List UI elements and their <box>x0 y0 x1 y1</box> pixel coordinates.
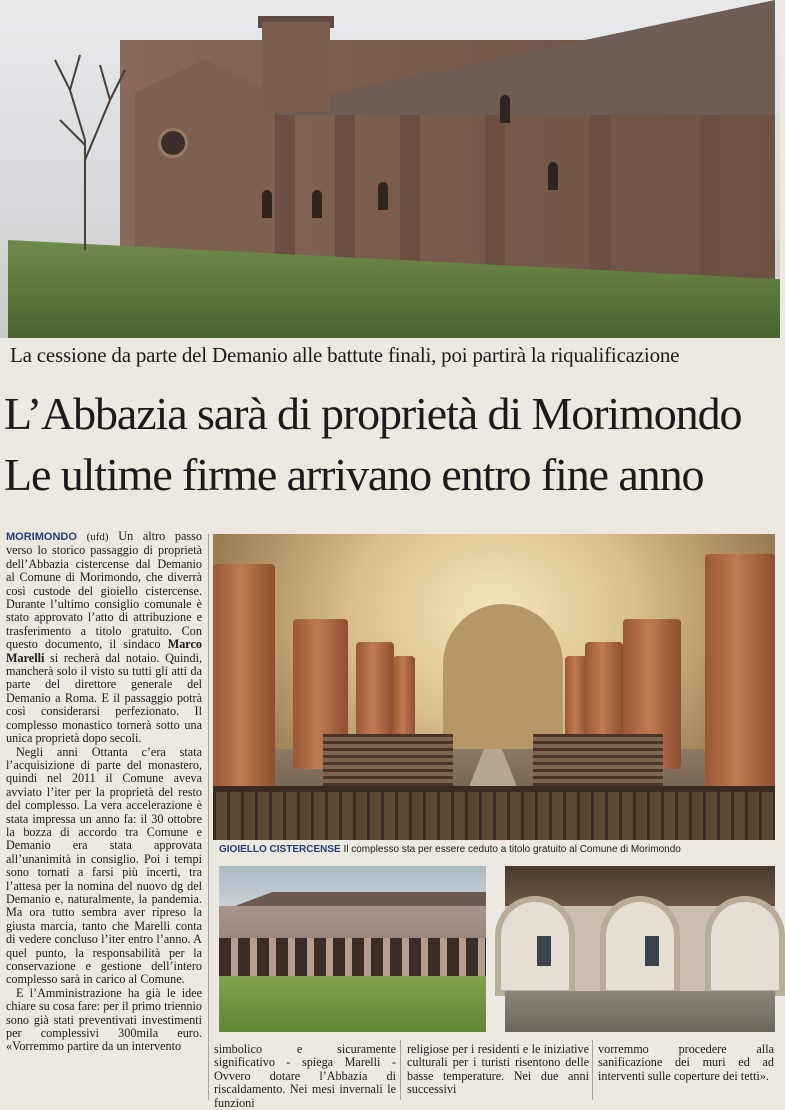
cloister-photo <box>219 866 486 1032</box>
caption-text: Il complesso sta per essere ceduto a titolo gratuito al Comune di Morimondo <box>340 844 681 855</box>
caption-title: GIOIELLO CISTERCENSE <box>219 844 341 855</box>
paragraph-2: Negli anni Ottanta c’era stata l’acquisizione di parte del monastero, quindi nel 2011 il Comune aveva avviato l’iter per la proprietà del resto del complesso. La vera accelerazione è stata impressa un anno fa: il 30 ottobre la bozza di accordo tra Comune e Demanio era stata approvata all’unanimità in consiglio. Poi i tempi sono tornati a farsi più incerti, tra l’attesa per la nomina del nuovo dg del Demanio e, naturalmente, la pandemia. Ma ora tutto sembra aver ripreso la giusta marcia, tanto che Marelli conta di vedere concluso l’iter entro l’anno. A quel punto, la responsabilità per la conservazione e gestione dell’intero complesso sarà in carico al Comune. <box>6 744 202 987</box>
window <box>548 162 558 190</box>
pilaster <box>700 115 720 300</box>
bare-tree-icon <box>40 50 130 250</box>
window <box>645 936 659 966</box>
hall-floor <box>505 991 775 1032</box>
arch <box>705 896 785 996</box>
window <box>262 190 272 218</box>
rose-window <box>158 128 188 158</box>
column-rule <box>400 1040 401 1100</box>
photo-caption <box>219 843 775 857</box>
article-column-bottom-1 <box>214 1042 396 1110</box>
paragraph-1-text-b: si recherà dal notaio. Quindi, mancherà solo il visto su tutti gli atti da parte del direttore generale del Demanio a Roma. E il passaggio potrà così considerarsi perfezionato. Il complesso monastico tornerà sotto una unica proprietà dopo secoli. <box>6 650 202 746</box>
pews-right <box>533 734 663 789</box>
paragraph-continued-1: simbolico e sicuramente significativo - spiega Marelli - Ovvero dotare l’Abbazia di riscaldamento. Nei mesi invernali le funzioni <box>214 1042 396 1110</box>
cloister-lawn <box>219 976 486 1032</box>
article-column-left <box>6 530 202 1095</box>
cloister-arcade <box>219 938 486 976</box>
arch <box>600 896 680 996</box>
abbey-exterior-photo <box>0 0 780 338</box>
article-column-bottom-2 <box>407 1043 589 1101</box>
pews-left <box>323 734 453 789</box>
mayor-name: Marco Marelli <box>6 637 202 665</box>
column-pillar <box>393 656 415 741</box>
paragraph-1 <box>6 530 202 746</box>
column-rule <box>208 534 209 1100</box>
bell-tower <box>262 22 330 112</box>
headline-line-1: L’Abbazia sarà di proprietà di Morimondo <box>4 388 742 439</box>
dateline: MORIMONDO <box>6 531 77 543</box>
arch <box>495 896 575 996</box>
vaulted-hall-photo <box>505 866 775 1032</box>
column-rule <box>592 1040 593 1100</box>
church-facade <box>135 60 275 275</box>
paragraph-1-text-a: Un altro passo verso lo storico passaggio di proprietà dell’Abbazia cistercense dal Demanio al Comune di Morimondo, che diverrà così custode del gioiello cistercense. Durante l’ultimo consiglio comunale è stato approvato l’atto di attribuzione e trasferimento a titolo gratuito. Con questo documento, il sindaco <box>6 529 203 652</box>
window <box>378 182 388 210</box>
column-pillar <box>565 656 587 741</box>
article-column-bottom-3 <box>598 1043 774 1101</box>
column-pillar <box>705 554 775 804</box>
paragraph-3: E l’Amministrazione ha già le idee chiare su cosa fare: per il primo triennio sono già stati preventivati investimenti per complessivi 300mila euro. «Vorremmo partire da un intervento <box>6 985 202 1054</box>
window <box>312 190 322 218</box>
paragraph-continued-3: vorremmo procedere alla sanificazione dei muri ed ad interventi sulle coperture dei tetti». <box>598 1042 774 1083</box>
headline-line-2: Le ultime firme arrivano entro fine anno <box>4 449 704 500</box>
abbey-interior-photo <box>213 534 775 840</box>
kicker: La cessione da parte del Demanio alle battute finali, poi partirà la riqualificazione <box>10 343 680 367</box>
window <box>500 95 510 123</box>
iron-railing <box>213 792 775 840</box>
byline: (ufd) <box>86 531 109 543</box>
paragraph-continued-2: religiose per i residenti e le iniziative culturali per i turisti risentono delle basse temperature. Nei due anni successivi <box>407 1042 589 1097</box>
column-pillar <box>213 564 275 804</box>
window <box>537 936 551 966</box>
